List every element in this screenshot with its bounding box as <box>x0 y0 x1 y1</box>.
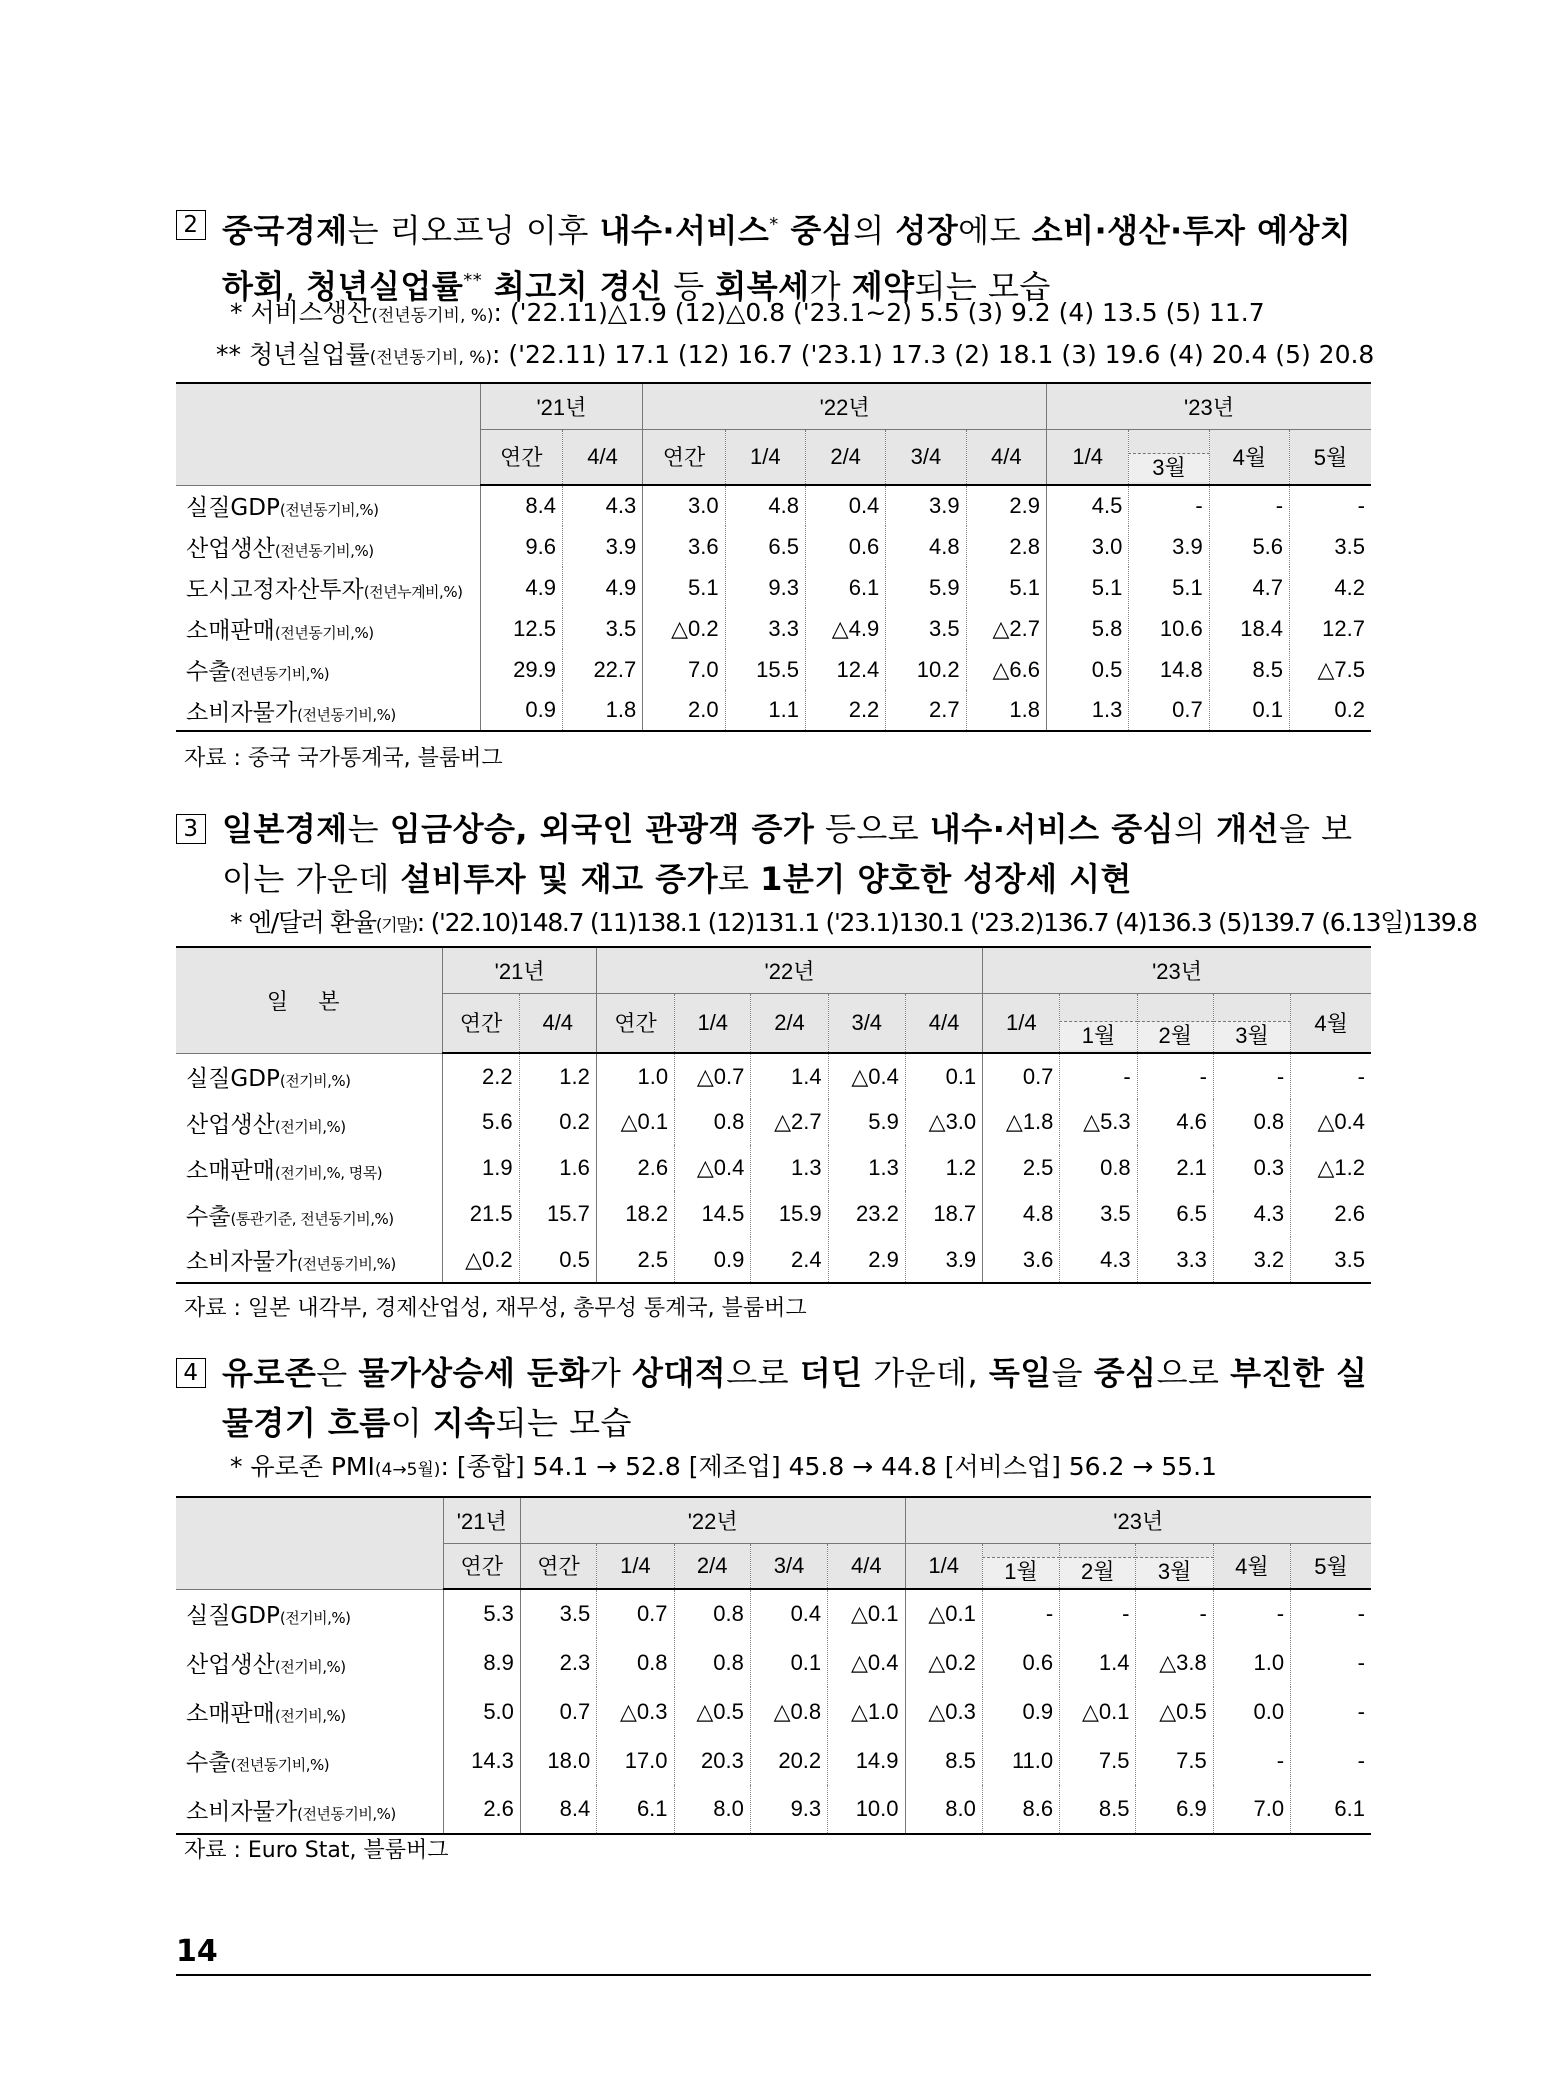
service-production-note: * 서비스생산(전년동기비, %): ('22.11)△1.9 (12)△0.8 ('23.1~2) 5.5 (3) 9.2 (4) 13.5 (5) 11.7 <box>230 298 1265 327</box>
table-cell: 0.6 <box>982 1638 1059 1687</box>
table-cell: △3.8 <box>1136 1638 1213 1687</box>
table-cell: 1.6 <box>519 1145 596 1191</box>
table-cell: 0.8 <box>597 1638 674 1687</box>
china-indicator-table <box>176 382 1371 732</box>
table-cell: 2.2 <box>443 1053 519 1099</box>
table-source: 자료 : 일본 내각부, 경제산업성, 재무성, 총무성 통계국, 블룸버그 <box>184 1296 807 1321</box>
row-label: 실질GDP(전기비,%) <box>186 1065 351 1092</box>
year-header: '21년 <box>480 383 643 429</box>
year-header: '23년 <box>983 947 1371 993</box>
table-cell: △0.1 <box>905 1589 982 1638</box>
row-label: 수출(전년동기비,%) <box>186 1750 330 1776</box>
table-cell: 3.6 <box>643 526 725 567</box>
table-cell: 4.9 <box>562 567 642 608</box>
period-header: 5월 <box>1291 1543 1371 1589</box>
row-label: 수출(통관기준, 전년동기비,%) <box>186 1203 394 1230</box>
table-cell: △0.8 <box>750 1687 827 1736</box>
table-cell: 8.5 <box>1060 1785 1136 1834</box>
table-corner: 일 본 <box>176 947 443 1053</box>
japan-indicator-table <box>176 946 1371 1284</box>
table-cell: 7.5 <box>1136 1736 1213 1785</box>
period-header: 연간 <box>596 993 674 1053</box>
table-cell: 0.1 <box>750 1638 827 1687</box>
table-cell: △0.4 <box>828 1053 905 1099</box>
year-header: '23년 <box>905 1497 1371 1543</box>
table-cell: 8.5 <box>1209 649 1289 690</box>
table-row <box>176 690 1371 731</box>
table-cell: 18.4 <box>1209 608 1289 649</box>
heading-text: 일본경제는 임금상승, 외국인 관광객 증가 등으로 내수·서비스 중심의 개선을 보이는 가운데 설비투자 및 재고 증가로 1분기 양호한 성장세 시현 <box>222 810 1353 898</box>
year-header: '22년 <box>596 947 982 993</box>
table-cell: 15.9 <box>751 1191 828 1237</box>
row-label: 소비자물가(전년동기비,%) <box>176 1237 443 1283</box>
section-eurozone <box>176 1348 1371 1448</box>
table-cell: - <box>1060 1053 1137 1099</box>
row-label: 산업생산(전기비,%) <box>186 1652 346 1678</box>
table-row <box>176 1237 1371 1283</box>
table-cell: 0.9 <box>982 1687 1059 1736</box>
year-header: '22년 <box>520 1497 905 1543</box>
table-cell: 0.8 <box>1060 1145 1137 1191</box>
table-cell: 6.1 <box>597 1785 674 1834</box>
table-corner <box>176 1497 443 1589</box>
table-cell: 20.2 <box>750 1736 827 1785</box>
table-row <box>176 1736 1371 1785</box>
period-header: 연간 <box>643 429 725 485</box>
year-header: '23년 <box>1047 383 1372 429</box>
table-cell: △0.4 <box>675 1145 751 1191</box>
pmi-note: * 유로존 PMI(4→5월): [종합] 54.1 → 52.8 [제조업] 45.8 → 44.8 [서비스업] 56.2 → 55.1 <box>230 1452 1217 1481</box>
table-cell: 10.2 <box>886 649 966 690</box>
table-cell: - <box>1060 1589 1136 1638</box>
table-cell: 1.4 <box>1060 1638 1136 1687</box>
year-header: '21년 <box>443 947 597 993</box>
table-cell: 10.0 <box>828 1785 905 1834</box>
table-cell: 2.7 <box>886 690 966 731</box>
eurozone-indicator-table <box>176 1496 1371 1835</box>
table-cell: 1.1 <box>725 690 805 731</box>
table-row <box>176 1638 1371 1687</box>
row-label: 소비자물가(전년동기비,%) <box>176 1785 443 1834</box>
table-cell: 21.5 <box>443 1191 519 1237</box>
row-label: 소매판매(전년동기비,%) <box>186 618 374 644</box>
table-source: 자료 : 중국 국가통계국, 블룸버그 <box>184 746 503 771</box>
table-cell: 5.0 <box>443 1687 520 1736</box>
table-cell: △0.2 <box>443 1237 519 1283</box>
table-cell: 0.9 <box>480 690 562 731</box>
table-cell: 4.6 <box>1137 1099 1213 1145</box>
table-cell: 1.0 <box>1213 1638 1290 1687</box>
table-cell: 3.3 <box>725 608 805 649</box>
month-subheader: 3월 <box>1213 993 1290 1053</box>
table-cell: 2.5 <box>596 1237 674 1283</box>
table-cell: 6.9 <box>1136 1785 1213 1834</box>
table-cell: 8.9 <box>443 1638 520 1687</box>
table-cell: 0.5 <box>1047 649 1129 690</box>
table-cell: 5.9 <box>886 567 966 608</box>
table-cell: 14.3 <box>443 1736 520 1785</box>
year-header: '21년 <box>443 1497 520 1543</box>
row-label: 실질GDP(전기비,%) <box>186 1603 351 1630</box>
period-header: 연간 <box>520 1543 596 1589</box>
table-cell: 1.9 <box>443 1145 519 1191</box>
table-cell: 10.6 <box>1129 608 1209 649</box>
period-header: 4월 <box>1291 993 1371 1053</box>
table-cell: - <box>1136 1589 1213 1638</box>
table-cell: △0.2 <box>643 608 725 649</box>
table-cell: 3.9 <box>905 1237 982 1283</box>
table-cell: 7.0 <box>643 649 725 690</box>
table-cell: 8.6 <box>982 1785 1059 1834</box>
table-cell: 3.5 <box>1291 1237 1371 1283</box>
table-cell: △0.4 <box>828 1638 905 1687</box>
month-subheader: 3월 <box>1136 1543 1213 1589</box>
table-cell: 2.4 <box>751 1237 828 1283</box>
period-header: 1/4 <box>905 1543 982 1589</box>
table-cell: 18.0 <box>520 1736 596 1785</box>
table-cell: 0.4 <box>750 1589 827 1638</box>
table-cell: 5.6 <box>1209 526 1289 567</box>
table-cell: - <box>1291 1736 1371 1785</box>
table-cell: 6.5 <box>725 526 805 567</box>
table-cell: 14.5 <box>675 1191 751 1237</box>
table-cell: - <box>1291 1687 1371 1736</box>
month-subheader: 1월 <box>1060 993 1137 1053</box>
table-row <box>176 1687 1371 1736</box>
table-cell: 18.2 <box>596 1191 674 1237</box>
table-cell: 4.9 <box>480 567 562 608</box>
table-cell: △0.1 <box>828 1589 905 1638</box>
table-cell: 3.5 <box>1060 1191 1137 1237</box>
table-cell: 0.7 <box>1129 690 1209 731</box>
table-cell: 5.9 <box>828 1099 905 1145</box>
table-cell: 1.3 <box>751 1145 828 1191</box>
table-cell: 8.5 <box>905 1736 982 1785</box>
table-cell: 0.8 <box>675 1099 751 1145</box>
table-cell: 22.7 <box>562 649 642 690</box>
table-cell: 5.6 <box>443 1099 519 1145</box>
table-cell: 3.9 <box>562 526 642 567</box>
table-cell: 0.6 <box>805 526 885 567</box>
table-cell: 2.6 <box>596 1145 674 1191</box>
table-cell: 4.5 <box>1047 485 1129 526</box>
table-cell: - <box>1213 1053 1290 1099</box>
table-cell: 0.8 <box>1213 1099 1290 1145</box>
table-row <box>176 567 1371 608</box>
table-cell: 4.2 <box>1290 567 1371 608</box>
section-heading <box>176 1348 1371 1448</box>
table-cell: - <box>1291 1638 1371 1687</box>
table-cell: 5.1 <box>966 567 1046 608</box>
table-cell: 3.6 <box>983 1237 1060 1283</box>
table-cell: 0.9 <box>675 1237 751 1283</box>
table-cell: 0.2 <box>1290 690 1371 731</box>
table-cell: △2.7 <box>751 1099 828 1145</box>
period-header: 2/4 <box>674 1543 750 1589</box>
table-row <box>176 1099 1371 1145</box>
table-cell: 1.2 <box>519 1053 596 1099</box>
period-header: 4/4 <box>519 993 596 1053</box>
table-cell: 3.9 <box>886 485 966 526</box>
table-cell: 6.5 <box>1137 1191 1213 1237</box>
period-header: 2/4 <box>751 993 828 1053</box>
table-cell: 0.3 <box>1213 1145 1290 1191</box>
row-label: 실질GDP(전년동기비,%) <box>186 495 379 522</box>
table-cell: 17.0 <box>597 1736 674 1785</box>
period-header: 3/4 <box>750 1543 827 1589</box>
table-cell: 5.1 <box>1047 567 1129 608</box>
table-cell: 23.2 <box>828 1191 905 1237</box>
row-label: 소매판매(전기비,%) <box>186 1701 346 1727</box>
table-cell: △0.3 <box>597 1687 674 1736</box>
table-cell: 8.4 <box>480 485 562 526</box>
table-cell: 2.6 <box>1291 1191 1371 1237</box>
period-header: 연간 <box>443 1543 520 1589</box>
table-cell: △1.2 <box>1291 1145 1371 1191</box>
footer-rule <box>176 1974 1371 1976</box>
period-header: 1/4 <box>597 1543 674 1589</box>
table-cell: 1.2 <box>905 1145 982 1191</box>
table-cell: 8.0 <box>674 1785 750 1834</box>
table-cell: 8.4 <box>520 1785 596 1834</box>
table-cell: 2.9 <box>828 1237 905 1283</box>
table-cell: 4.8 <box>725 485 805 526</box>
month-subheader: 1월 <box>982 1543 1059 1589</box>
table-source: 자료 : Euro Stat, 블룸버그 <box>184 1838 449 1863</box>
table-row <box>176 649 1371 690</box>
table-cell: △0.1 <box>1060 1687 1136 1736</box>
table-cell: - <box>1129 485 1209 526</box>
table-cell: 3.5 <box>520 1589 596 1638</box>
table-row <box>176 1589 1371 1638</box>
table-cell: 15.5 <box>725 649 805 690</box>
table-cell: 2.3 <box>520 1638 596 1687</box>
month-subheader: 2월 <box>1060 1543 1136 1589</box>
table-cell: 5.1 <box>1129 567 1209 608</box>
table-cell: △3.0 <box>905 1099 982 1145</box>
table-cell: 7.5 <box>1060 1736 1136 1785</box>
table-cell: 11.0 <box>982 1736 1059 1785</box>
table-cell: 6.1 <box>805 567 885 608</box>
table-cell: △6.6 <box>966 649 1046 690</box>
table-cell: △0.7 <box>675 1053 751 1099</box>
table-cell: △4.9 <box>805 608 885 649</box>
table-cell: 0.1 <box>1209 690 1289 731</box>
table-row <box>176 485 1371 526</box>
row-label: 산업생산(전기비,%) <box>186 1111 346 1138</box>
table-cell: 3.5 <box>1290 526 1371 567</box>
table-row <box>176 1785 1371 1834</box>
table-cell: 4.7 <box>1209 567 1289 608</box>
yen-dollar-note: * 엔/달러 환율(기말): ('22.10)148.7 (11)138.1 (12)131.1 ('23.1)130.1 ('23.2)136.7 (4)136.3 (5)139.7 (6.13일)139.8 <box>230 908 1477 937</box>
table-cell: 3.2 <box>1213 1237 1290 1283</box>
table-cell: - <box>1213 1736 1290 1785</box>
table-cell: 4.3 <box>1060 1237 1137 1283</box>
table-cell: 1.8 <box>966 690 1046 731</box>
table-cell: 0.0 <box>1213 1687 1290 1736</box>
section-number-box: 2 <box>176 210 206 240</box>
table-cell: △0.4 <box>1291 1099 1371 1145</box>
table-cell: 0.7 <box>983 1053 1060 1099</box>
period-header: 1/4 <box>675 993 751 1053</box>
table-cell: 6.1 <box>1291 1785 1371 1834</box>
table-cell: 2.2 <box>805 690 885 731</box>
period-header: 1/4 <box>1047 429 1129 485</box>
period-header: 연간 <box>480 429 562 485</box>
table-cell: 3.0 <box>1047 526 1129 567</box>
row-label: 산업생산(전년동기비,%) <box>186 536 374 562</box>
youth-unemployment-note: ** 청년실업률(전년동기비, %): ('22.11) 17.1 (12) 16.7 ('23.1) 17.3 (2) 18.1 (3) 19.6 (4) 20.4 (5) 20.8 <box>216 340 1375 369</box>
table-row <box>176 1145 1371 1191</box>
table-cell: 2.1 <box>1137 1145 1213 1191</box>
table-cell: 4.8 <box>983 1191 1060 1237</box>
table-cell: 8.0 <box>905 1785 982 1834</box>
heading-text: 중국경제는 리오프닝 이후 내수·서비스* 중심의 성장에도 소비·생산·투자 예상치 하회, 청년실업률** 최고치 경신 등 회복세가 제약되는 모습 <box>222 211 1352 306</box>
table-cell: △0.5 <box>1136 1687 1213 1736</box>
table-cell: △0.5 <box>674 1687 750 1736</box>
table-cell: 0.8 <box>674 1638 750 1687</box>
table-cell: - <box>1213 1589 1290 1638</box>
table-cell: 9.3 <box>725 567 805 608</box>
table-cell: 2.5 <box>983 1145 1060 1191</box>
table-cell: 4.3 <box>1213 1191 1290 1237</box>
month-subheader: 3월 <box>1129 429 1209 485</box>
table-cell: 12.4 <box>805 649 885 690</box>
table-cell: 1.3 <box>1047 690 1129 731</box>
section-number-box: 3 <box>176 814 206 844</box>
period-header: 1/4 <box>983 993 1060 1053</box>
table-cell: - <box>1291 1053 1371 1099</box>
period-header: 1/4 <box>725 429 805 485</box>
table-row <box>176 1053 1371 1099</box>
table-cell: 1.4 <box>751 1053 828 1099</box>
table-cell: - <box>1291 1589 1371 1638</box>
table-cell: △1.8 <box>983 1099 1060 1145</box>
table-cell: 5.3 <box>443 1589 520 1638</box>
table-cell: △5.3 <box>1060 1099 1137 1145</box>
table-cell: 12.5 <box>480 608 562 649</box>
table-cell: 14.8 <box>1129 649 1209 690</box>
table-row <box>176 526 1371 567</box>
section-japan <box>176 804 1371 904</box>
table-cell: 0.7 <box>520 1687 596 1736</box>
table-cell: △7.5 <box>1290 649 1371 690</box>
row-label: 도시고정자산투자(전년누계비,%) <box>186 577 463 603</box>
table-cell: 0.7 <box>597 1589 674 1638</box>
table-cell: 9.6 <box>480 526 562 567</box>
table-cell: 3.3 <box>1137 1237 1213 1283</box>
period-header: 4/4 <box>828 1543 905 1589</box>
table-cell: 12.7 <box>1290 608 1371 649</box>
period-header: 5월 <box>1290 429 1371 485</box>
table-cell: 3.0 <box>643 485 725 526</box>
period-header: 4월 <box>1213 1543 1290 1589</box>
period-header: 2/4 <box>805 429 885 485</box>
table-cell: 4.3 <box>562 485 642 526</box>
table-cell: 0.4 <box>805 485 885 526</box>
heading-text: 유로존은 물가상승세 둔화가 상대적으로 더딘 가운데, 독일을 중심으로 부진한 실물경기 흐름이 지속되는 모습 <box>222 1354 1368 1442</box>
table-cell: 7.0 <box>1213 1785 1290 1834</box>
period-header: 4/4 <box>562 429 642 485</box>
table-cell: △2.7 <box>966 608 1046 649</box>
table-cell: 0.2 <box>519 1099 596 1145</box>
table-cell: 1.0 <box>596 1053 674 1099</box>
table-cell: 29.9 <box>480 649 562 690</box>
table-cell: △0.1 <box>596 1099 674 1145</box>
page-number: 14 <box>176 1934 218 1969</box>
table-cell: 5.8 <box>1047 608 1129 649</box>
table-cell: 2.9 <box>966 485 1046 526</box>
table-cell: 18.7 <box>905 1191 982 1237</box>
table-cell: 4.8 <box>886 526 966 567</box>
month-subheader: 2월 <box>1137 993 1213 1053</box>
table-cell: 5.1 <box>643 567 725 608</box>
table-cell: 0.8 <box>674 1589 750 1638</box>
table-cell: - <box>1209 485 1289 526</box>
row-label: 수출(전년동기비,%) <box>186 659 330 685</box>
table-cell: △0.2 <box>905 1638 982 1687</box>
table-cell: 3.5 <box>886 608 966 649</box>
table-cell: 20.3 <box>674 1736 750 1785</box>
year-header: '22년 <box>643 383 1047 429</box>
table-cell: 1.8 <box>562 690 642 731</box>
table-cell: 0.5 <box>519 1237 596 1283</box>
table-cell: △1.0 <box>828 1687 905 1736</box>
table-row <box>176 1191 1371 1237</box>
row-label: 소비자물가(전년동기비,%) <box>176 690 480 731</box>
table-cell: 9.3 <box>750 1785 827 1834</box>
table-cell: - <box>1290 485 1371 526</box>
period-header: 4월 <box>1209 429 1289 485</box>
period-header: 3/4 <box>886 429 966 485</box>
table-cell: △0.3 <box>905 1687 982 1736</box>
row-label: 소매판매(전기비,%, 명목) <box>186 1157 383 1184</box>
section-number-box: 4 <box>176 1358 206 1388</box>
table-cell: 0.1 <box>905 1053 982 1099</box>
table-cell: 1.3 <box>828 1145 905 1191</box>
period-header: 연간 <box>443 993 519 1053</box>
period-header: 3/4 <box>828 993 905 1053</box>
table-cell: 14.9 <box>828 1736 905 1785</box>
period-header: 4/4 <box>966 429 1046 485</box>
table-cell: 2.6 <box>443 1785 520 1834</box>
table-cell: 2.0 <box>643 690 725 731</box>
table-cell: 3.9 <box>1129 526 1209 567</box>
table-cell: 2.8 <box>966 526 1046 567</box>
section-heading <box>176 804 1371 904</box>
table-row <box>176 608 1371 649</box>
table-cell: 3.5 <box>562 608 642 649</box>
table-cell: - <box>982 1589 1059 1638</box>
period-header: 4/4 <box>905 993 982 1053</box>
table-corner <box>176 383 480 485</box>
table-cell: 15.7 <box>519 1191 596 1237</box>
table-cell: - <box>1137 1053 1213 1099</box>
